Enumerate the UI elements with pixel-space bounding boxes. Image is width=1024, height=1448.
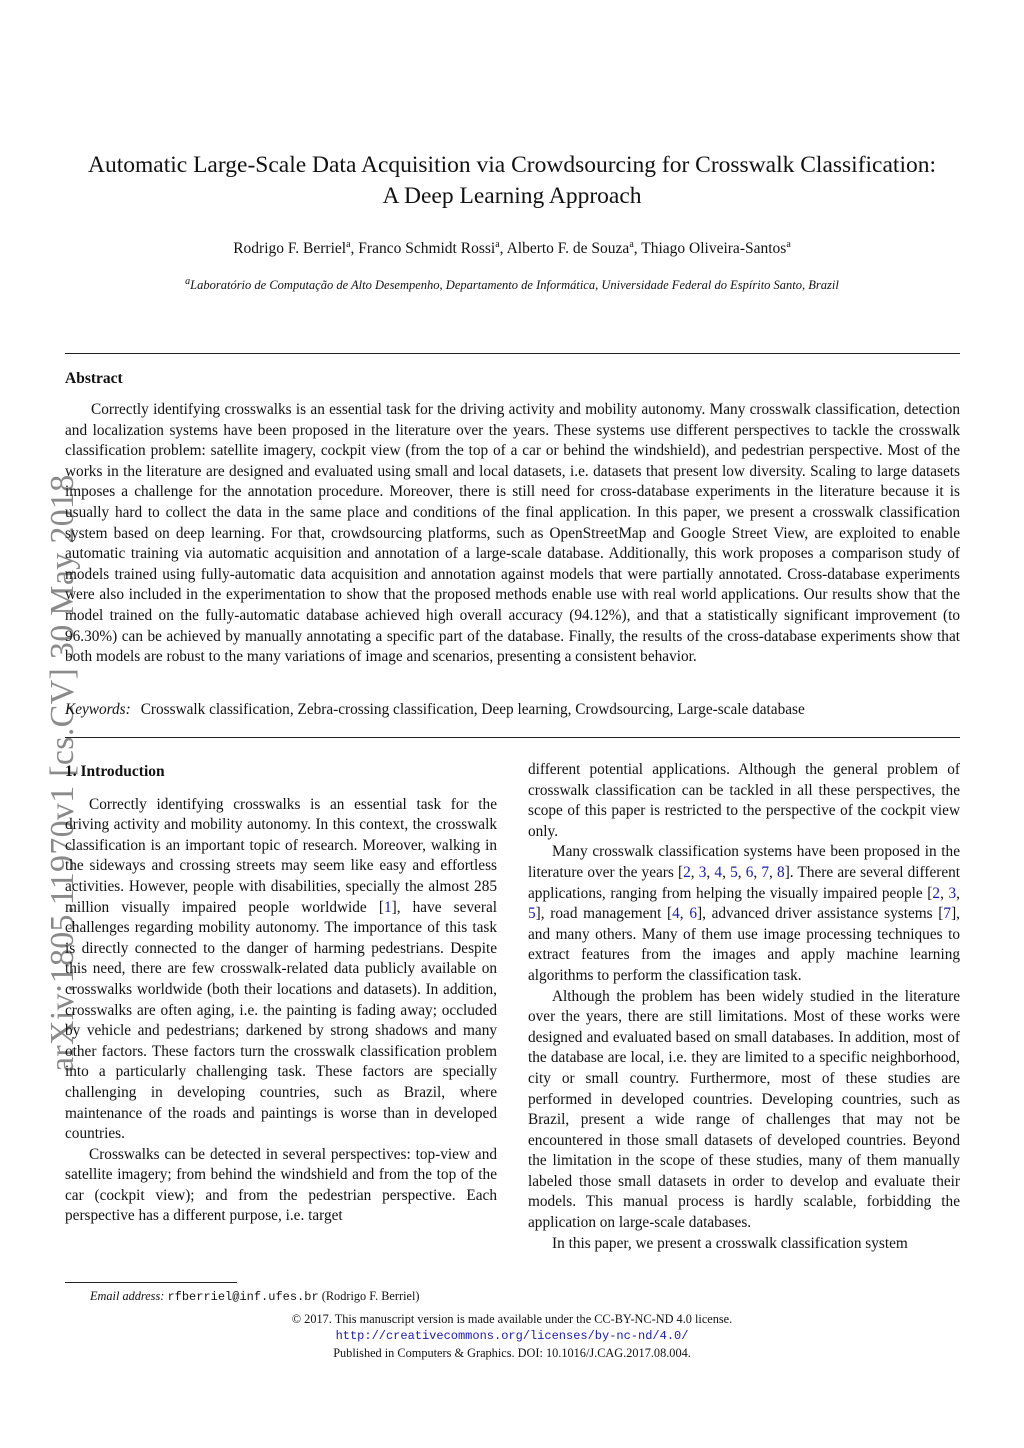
title-line-2: A Deep Learning Approach	[382, 183, 642, 209]
license-url-link[interactable]: http://creativecommons.org/licenses/by-nc-nd/4.0/	[335, 1329, 689, 1343]
author-name: Alberto F. de Souza	[506, 240, 630, 258]
intro-paragraph-5: In this paper, we present a crosswalk classification system	[552, 1234, 908, 1252]
citation-link[interactable]: 6	[745, 863, 754, 881]
citation-link[interactable]: 7	[761, 863, 770, 881]
abstract-heading: Abstract	[65, 370, 123, 387]
keywords-text: Crosswalk classification, Zebra-crossing classification, Deep learning, Crowdsourcing, Large-scale database	[140, 701, 805, 718]
citation-link[interactable]: 4	[672, 905, 680, 923]
citation-link[interactable]: 1	[383, 898, 392, 916]
intro-paragraph-3: Many crosswalk classification systems have been proposed in the literature over the years [2, 3, 4, 5, 6, 7, 8]. There are several different applications, ranging from helping the visually impaired people [2, 3, 5], road management [4, 6], advanced driver assistance systems [7], and many others. Many of them use image processing techniques to extract features from the images and apply machine learning algorithms to perform the classification task.	[528, 843, 961, 984]
citation-link[interactable]: 7	[943, 905, 952, 923]
affiliation-mark: a	[495, 239, 500, 250]
affiliation-mark: a	[346, 239, 351, 250]
divider-bottom	[65, 737, 960, 738]
citation-link[interactable]: 2	[683, 863, 691, 881]
intro-paragraph-2-continued: different potential applications. Although the general problem of crosswalk classification can be tackled in all these perspectives, the scope of this paper is restricted to the perspective of the cockpit view only.	[528, 761, 960, 840]
paper-title	[60, 150, 964, 212]
title-line-1: Automatic Large-Scale Data Acquisition via Crowdsourcing for Crosswalk Classification:	[88, 152, 936, 178]
publication-line: Published in Computers & Graphics. DOI: 10.1016/J.CAG.2017.08.004.	[333, 1346, 691, 1360]
keywords-label: Keywords:	[65, 701, 131, 718]
footnote-name: (Rodrigo F. Berriel)	[321, 1289, 420, 1303]
citation-link[interactable]: 3	[698, 863, 707, 881]
intro-paragraph-2: Crosswalks can be detected in several perspectives: top-view and satellite imagery; from behind the windshield and from the top of the car (cockpit view); and from the pedestrian perspective. Each perspective has a different purpose, i.e. target	[65, 1145, 497, 1225]
footnote-divider	[65, 1282, 237, 1283]
citation-link[interactable]: 5	[730, 863, 738, 881]
left-column	[65, 760, 497, 1227]
license-line: © 2017. This manuscript version is made available under the CC-BY-NC-ND 4.0 license.	[291, 1312, 733, 1326]
citation-link[interactable]: 3	[948, 884, 957, 902]
footnote	[90, 1289, 419, 1304]
affiliation	[60, 276, 964, 293]
affiliation-mark: a	[786, 239, 791, 250]
section-heading-introduction: 1. Introduction	[65, 763, 165, 780]
author-name: Franco Schmidt Rossi	[358, 240, 496, 258]
license-notice	[60, 1311, 964, 1362]
intro-paragraph-4: Although the problem has been widely studied in the literature over the years, there are still limitations. Most of these works were designed and evaluated based on small databases. In addition, most of the database are local, i.e. they are limited to a specific neighborhood, city or small country. Furthermore, most of these studies are performed in developed countries. Developing countries, such as Brazil, present a wide range of challenges that may not be encountered in those small datasets of developed countries. Beyond the limitation in the scope of these studies, many of them manually labeled those small datasets in order to develop and evaluate their models. This manual process is hardly scalable, forbidding the application on large-scale databases.	[528, 987, 960, 1232]
keywords	[65, 701, 960, 719]
affiliation-mark: a	[185, 276, 191, 287]
citation-link[interactable]: 8	[777, 863, 785, 881]
footnote-label: Email address:	[90, 1289, 165, 1303]
author-name: Thiago Oliveira-Santos	[641, 240, 787, 258]
arxiv-identifier: arXiv:1805.11970v1 [cs.CV] 30 May 2018	[44, 474, 81, 1072]
footnote-email[interactable]: rfberriel@inf.ufes.br	[167, 1290, 319, 1304]
affiliation-mark: a	[629, 239, 634, 250]
affiliation-text: Laboratório de Computação de Alto Desempenho, Departamento de Informática, Universidade Federal do Espírito Santo, Brazil	[190, 278, 839, 293]
author-list: Rodrigo F. Berriel$^a$, Franco Schmidt Rossi$^a$, Alberto F. de Souza$^a$, Thiago Oliveira-Santos$^a$	[233, 239, 791, 258]
author-name: Rodrigo F. Berriel	[233, 240, 347, 258]
citation-link[interactable]: 5	[528, 905, 536, 923]
citation-link[interactable]: 6	[689, 905, 697, 923]
citation-link[interactable]: 2	[932, 884, 941, 902]
divider-top	[65, 353, 960, 354]
intro-paragraph-1: Correctly identifying crosswalks is an essential task for the driving activity and mobility autonomy. In this context, the crosswalk classification is an important topic of research. Moreover, walking in the sideways and crossing streets may seem like easy and effortless activities. However, people with disabilities, specially the almost 285 million visually impaired people worldwide [1], have several challenges regarding mobility autonomy. The importance of this task is directly connected to the danger of harming pedestrians. Despite this need, there are few crosswalk-related data publicly available on crosswalks worldwide (both their locations and datasets). In addition, crosswalks are often aging, i.e. the painting is fading away; occluded by vehicle and pedestrians; darkened by strong shadows and many other factors. These factors turn the crosswalk classification problem into a particularly challenging task. These factors are specially challenging in developing countries, such as Brazil, where maintenance of the roads and paintings is worse than in developed countries.	[65, 795, 497, 1143]
abstract-text: Correctly identifying crosswalks is an essential task for the driving activity and mobility autonomy. Many crosswalk classification, detection and localization systems have been proposed in the literature over the years. These systems use different perspectives to tackle the crosswalk classification problem: satellite imagery, cockpit view (from the top of a car or behind the windshield), and pedestrian perspective. Most of the works in the literature are designed and evaluated using small and local datasets, i.e. datasets that present low diversity. Scaling to large datasets imposes a challenge for the annotation procedure. Moreover, there is still need for cross-database experiments in the literature because it is usually hard to collect the data in the same place and conditions of the final application. In this paper, we present a crosswalk classification system based on deep learning. For that, crowdsourcing platforms, such as OpenStreetMap and Google Street View, are exploited to enable automatic training via automatic acquisition and annotation of a large-scale database. Additionally, this work proposes a comparison study of models trained using fully-automatic data acquisition and annotation against models that were partially annotated. Cross-database experiments were also included in the experimentation to show that the proposed methods enable use with real world applications. Our results show that the model trained on the fully-automatic database achieved high overall accuracy (94.12%), and that a statistically significant improvement (to 96.30%) can be achieved by manually annotating a specific part of the database. Finally, the results of the cross-database experiments show that both models are robust to the many variations of image and scenarios, presenting a consistent behavior.	[65, 401, 960, 666]
right-column	[528, 760, 960, 1254]
citation-link[interactable]: 4	[714, 863, 723, 881]
